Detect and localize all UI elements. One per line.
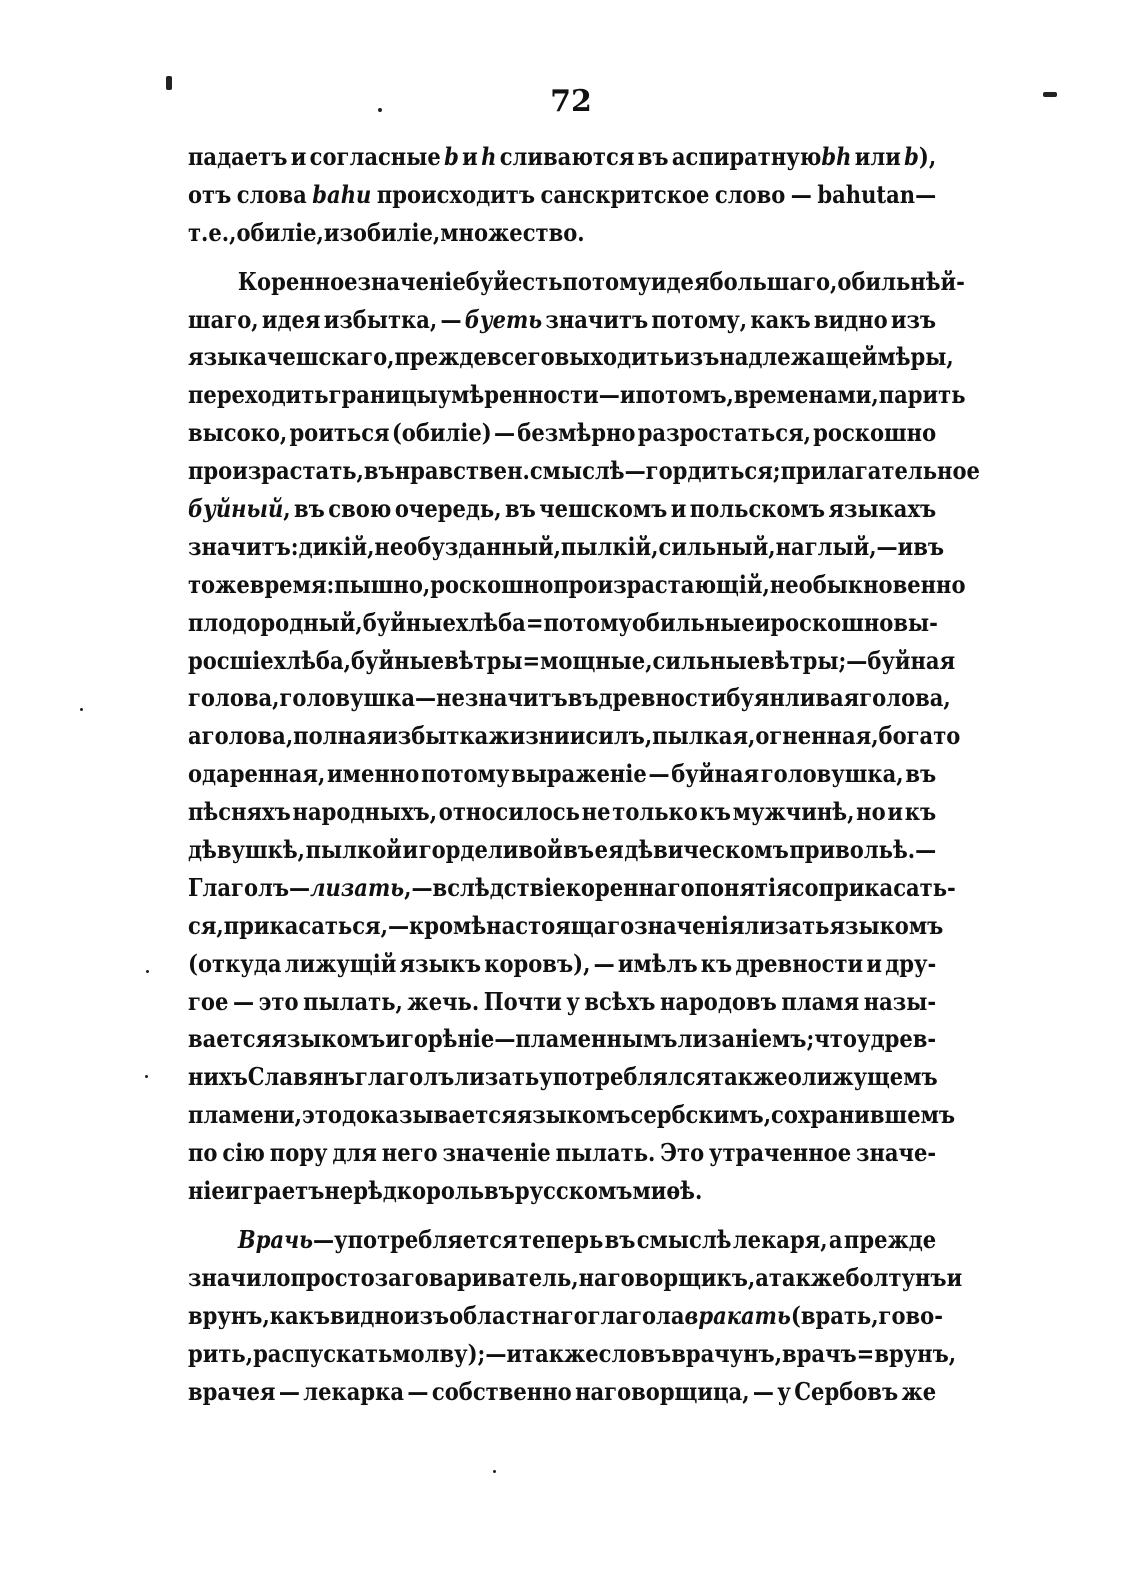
word: прежде — [394, 342, 487, 372]
word: доказывается — [341, 1100, 517, 1130]
word: значенія — [634, 910, 745, 940]
word: дикій, — [298, 531, 375, 561]
word: необузданный, — [374, 531, 561, 561]
word: вѣтры=мощные, — [444, 645, 653, 675]
word: въ — [637, 142, 669, 171]
word: имѣлъ — [617, 948, 698, 978]
word: сербскимъ, — [630, 1100, 772, 1130]
text-line — [188, 263, 965, 301]
word: потому, — [651, 304, 748, 334]
word: слова — [236, 179, 307, 209]
word: высоко, — [188, 418, 288, 448]
text-line — [188, 907, 944, 945]
word: ніе — [188, 1176, 225, 1206]
word: идея — [261, 304, 321, 334]
word: видно — [330, 1300, 404, 1330]
word: нихъ — [188, 1062, 248, 1092]
word: а — [828, 1224, 843, 1254]
text-line — [188, 1221, 936, 1259]
word: отъ — [188, 179, 232, 209]
word: и — [569, 721, 586, 751]
word: обильные — [631, 607, 755, 637]
word: падаетъ — [188, 142, 288, 171]
word: вается — [188, 1024, 272, 1054]
word: (обиліе) — [391, 418, 492, 448]
word: значитъ: — [188, 531, 299, 561]
word: тоже — [188, 569, 250, 599]
word: теперь — [518, 1224, 604, 1254]
word: не — [581, 797, 611, 827]
word: bahutan— — [817, 179, 937, 209]
word: въ — [363, 456, 395, 486]
word: настоящаго — [486, 910, 635, 940]
word: изобиліе, — [323, 217, 441, 247]
word: множество. — [440, 217, 585, 247]
word: е., — [208, 217, 237, 247]
word: него — [381, 1138, 438, 1168]
word: древ- — [870, 1024, 937, 1054]
word: согласные — [309, 142, 441, 171]
word: языкъ — [399, 948, 482, 978]
word: происходитъ — [376, 179, 536, 209]
word: росшіе — [188, 645, 274, 675]
word: (врать, — [790, 1300, 879, 1330]
word: собственно — [431, 1376, 572, 1406]
word: шаго, — [188, 304, 259, 334]
word: произрастать, — [188, 456, 364, 486]
text-line — [188, 717, 961, 755]
text-line — [188, 490, 936, 528]
word: вы- — [893, 607, 938, 637]
word: и — [385, 1024, 401, 1054]
word: Коренное — [237, 266, 358, 296]
word: рить, — [188, 1338, 254, 1368]
word: народовъ — [660, 986, 777, 1016]
word: русскомъ — [514, 1176, 633, 1206]
text-line — [188, 604, 936, 642]
text-line — [188, 679, 951, 717]
word: Это — [660, 1138, 705, 1168]
word: также — [768, 1262, 846, 1292]
word: значеніе — [357, 266, 466, 296]
text-line — [188, 376, 966, 414]
word: употреблялся — [539, 1062, 712, 1092]
word: (откуда — [188, 948, 282, 978]
word: роль — [426, 1176, 485, 1206]
word: лекарка — [303, 1376, 405, 1406]
word: парить — [878, 380, 966, 410]
word: чешскомъ — [539, 494, 668, 524]
word: а — [188, 721, 202, 751]
word: вѣтры;—буйная — [760, 645, 956, 675]
text-line — [188, 793, 936, 831]
word: именно — [327, 759, 420, 789]
word: буй — [465, 266, 509, 296]
word: болтунъ — [845, 1262, 947, 1292]
word: буеть — [464, 304, 543, 334]
word: и — [462, 142, 478, 171]
word: пылать, — [303, 986, 403, 1016]
word: ся, — [188, 910, 224, 940]
word: это — [258, 986, 299, 1016]
word: сію — [222, 1138, 265, 1168]
word: къ — [700, 948, 733, 978]
text-line — [188, 138, 936, 176]
word: пламени, — [188, 1100, 303, 1130]
word: Славянъ — [247, 1062, 355, 1092]
word: значеніе — [442, 1138, 551, 1168]
text-line — [188, 338, 954, 376]
word: значитъ — [545, 304, 649, 334]
word: миѳѣ. — [632, 1176, 703, 1206]
word: прежде — [843, 1224, 937, 1254]
word: — — [493, 418, 516, 448]
word: выраженіе — [511, 759, 647, 789]
word: мѣры, — [877, 342, 954, 372]
word: по — [188, 1138, 218, 1168]
word: головушка, — [760, 759, 904, 789]
word: сливаются — [499, 142, 635, 171]
word: всѣхъ — [584, 986, 656, 1016]
word: пламя — [781, 986, 860, 1016]
body-text — [188, 138, 980, 1410]
word: кромѣ — [409, 910, 487, 940]
word: аспиратнуюbh — [671, 142, 852, 171]
word: нерѣдко — [324, 1176, 427, 1206]
text-line — [188, 1134, 936, 1172]
word: дѣвушкѣ, — [188, 835, 306, 865]
word: врачъ=врунъ, — [782, 1338, 957, 1368]
word: — — [593, 948, 615, 978]
word: хлѣба=потому — [455, 607, 632, 637]
text-line — [188, 566, 966, 604]
word: глаголъ — [354, 1062, 455, 1092]
word: буйный, — [188, 494, 291, 524]
word: bahu — [312, 179, 372, 209]
word: т. — [188, 217, 209, 247]
word: утраченное — [709, 1138, 852, 1168]
word: избытка, — [323, 304, 438, 334]
word: распускать — [253, 1338, 393, 1368]
word: значе- — [856, 1138, 937, 1168]
word: древности — [735, 948, 864, 978]
word: относилось — [438, 797, 580, 827]
word: пору — [269, 1138, 328, 1168]
word: соприкасать- — [791, 872, 956, 902]
word: полная — [293, 721, 383, 751]
word: Глаголъ—лизать,—вслѣдствіе — [188, 872, 566, 902]
word: коровъ), — [484, 948, 591, 978]
word: прилагательное — [780, 456, 980, 486]
word: въ — [484, 1176, 515, 1206]
word: прикасаться, — [223, 910, 388, 940]
word: изъ — [890, 304, 937, 334]
word: областнаго — [449, 1300, 588, 1330]
text-line — [188, 1373, 936, 1411]
word: также — [711, 1062, 788, 1092]
word: буянливая — [726, 683, 860, 713]
word: у — [777, 1376, 791, 1406]
word: кореннаго — [565, 872, 695, 902]
word: буйные — [362, 607, 456, 637]
word: пышно, — [334, 569, 431, 599]
word: языкахъ — [828, 494, 937, 524]
word: роскошно — [770, 607, 894, 637]
text-line — [188, 452, 980, 490]
word: ея — [594, 835, 624, 865]
word: къ — [699, 797, 731, 827]
word: очередь, — [394, 494, 502, 524]
word: буйная — [671, 759, 760, 789]
word: изъ — [674, 342, 720, 372]
word: также — [522, 1338, 599, 1368]
word: гово- — [878, 1300, 943, 1330]
word: народныхъ, — [292, 797, 438, 827]
word: а — [755, 1262, 769, 1292]
word: жизни — [488, 721, 570, 751]
text-line — [188, 831, 936, 869]
word: просто — [290, 1262, 375, 1292]
word: обиліе, — [236, 217, 324, 247]
word: головушка—не — [279, 683, 465, 713]
word: только — [612, 797, 698, 827]
word: роскошно — [813, 418, 937, 448]
word: лизать — [744, 910, 830, 940]
word: въ — [567, 683, 599, 713]
word: есть — [508, 266, 563, 296]
word: — — [278, 1376, 300, 1406]
word: пылать. — [555, 1138, 656, 1168]
word: необыкновенно — [769, 569, 966, 599]
word: сохранившемъ — [771, 1100, 956, 1130]
word: роскошно — [430, 569, 554, 599]
word: санскритское — [540, 179, 710, 209]
word: Врачь—употребляется — [237, 1224, 518, 1254]
word: сильный, — [658, 531, 776, 561]
word: или — [854, 142, 901, 171]
word: Сербовъ — [794, 1376, 899, 1406]
text-line — [188, 1297, 943, 1335]
word: произрастающій, — [553, 569, 770, 599]
word: Почти — [483, 986, 562, 1016]
word: пѣсняхъ — [188, 797, 291, 827]
word: о — [787, 1062, 802, 1092]
word: силъ, — [585, 721, 653, 751]
word: и — [946, 1262, 963, 1292]
word: вракать — [684, 1300, 791, 1330]
word: умѣренности—и — [437, 380, 636, 410]
word: богато — [878, 721, 961, 751]
text-line — [188, 983, 936, 1021]
word: — — [232, 986, 255, 1016]
word: молву);—и — [392, 1338, 523, 1368]
text-line — [188, 1335, 957, 1373]
word: но — [856, 797, 886, 827]
text-line — [188, 869, 956, 907]
word: лекаря, — [732, 1224, 828, 1254]
word: смыслѣ—гордиться; — [529, 456, 781, 486]
word: время: — [249, 569, 335, 599]
word: пылкой — [305, 835, 402, 865]
word: b), — [904, 142, 937, 171]
word: словъ — [598, 1338, 672, 1368]
text-line — [188, 642, 956, 680]
word: въ — [604, 1224, 636, 1254]
word: врачея — [188, 1376, 276, 1406]
word: дру- — [885, 948, 937, 978]
word: польскомъ — [689, 494, 826, 524]
word: временами, — [733, 380, 879, 410]
text-line — [188, 1259, 963, 1297]
word: значило — [188, 1262, 291, 1292]
word: въ — [563, 835, 595, 865]
word: лижущемъ — [801, 1062, 938, 1092]
word: же — [901, 1376, 937, 1406]
word: и — [402, 835, 419, 865]
word: сильные — [652, 645, 761, 675]
page-number: 72 — [550, 84, 592, 119]
word: языкомъ — [516, 1100, 631, 1130]
word: языкомъ — [829, 910, 944, 940]
word: гое — [188, 986, 229, 1016]
word: и — [754, 607, 771, 637]
word: что — [814, 1024, 857, 1054]
word: нравствен. — [394, 456, 530, 486]
word: буйные — [350, 645, 445, 675]
word: пылкая, — [652, 721, 756, 751]
word: — — [387, 910, 410, 940]
word: какъ — [269, 1300, 331, 1330]
word: для — [332, 1138, 377, 1168]
word: дѣвическомъ — [624, 835, 789, 865]
text-line — [188, 528, 945, 566]
word: назы- — [863, 986, 937, 1016]
text-line — [188, 176, 936, 214]
word: видно — [813, 304, 888, 334]
word: границы — [328, 380, 438, 410]
word: жечь. — [407, 986, 480, 1016]
word: безмѣрно — [517, 418, 636, 448]
word: мужчинѣ, — [732, 797, 855, 827]
word: наговорщикъ, — [578, 1262, 756, 1292]
word: это — [302, 1100, 342, 1130]
word: понятія — [694, 872, 792, 902]
word: голова, — [201, 721, 294, 751]
word: въ — [905, 759, 937, 789]
word: b — [444, 142, 459, 171]
word: одаренная, — [188, 759, 326, 789]
paragraph-gap — [188, 1210, 936, 1221]
word: лизаніемъ; — [677, 1024, 815, 1054]
text-line — [188, 1020, 936, 1058]
word: и — [290, 142, 307, 171]
word: огненная, — [755, 721, 879, 751]
word: наглый,—и — [775, 531, 914, 561]
word: чешскаго, — [267, 342, 395, 372]
word: привольѣ.— — [789, 835, 937, 865]
word: — — [407, 1376, 429, 1406]
text-line — [188, 214, 936, 252]
word: врунъ, — [188, 1300, 270, 1330]
word: — — [440, 304, 462, 334]
word: потомъ, — [635, 380, 734, 410]
word: свою — [328, 494, 392, 524]
word: выходить — [554, 342, 675, 372]
word: хлѣба, — [273, 645, 351, 675]
word: — — [790, 179, 812, 209]
word: и — [670, 494, 687, 524]
word: переходить — [188, 380, 329, 410]
word: пылкій, — [560, 531, 659, 561]
word: всего — [486, 342, 555, 372]
word: языкомъ — [271, 1024, 386, 1054]
word: голова, — [859, 683, 951, 713]
word: къ — [904, 797, 937, 827]
text-line — [188, 945, 936, 983]
word: изъ — [403, 1300, 450, 1330]
word: голова, — [188, 683, 280, 713]
word: лизать — [454, 1062, 540, 1092]
text-line — [188, 1058, 936, 1096]
text-line — [188, 301, 936, 339]
word: слово — [714, 179, 786, 209]
word: потому — [420, 759, 510, 789]
word: — — [752, 1376, 774, 1406]
word: древности — [598, 683, 727, 713]
text-line — [188, 1172, 936, 1210]
word: смыслѣ — [636, 1224, 732, 1254]
word: идея — [650, 266, 710, 296]
word: и — [887, 797, 904, 827]
text-line — [188, 414, 936, 452]
word: h — [481, 142, 497, 171]
text-line — [188, 755, 936, 793]
word: роиться — [289, 418, 390, 448]
word: большаго, — [709, 266, 838, 296]
word: въ — [913, 531, 945, 561]
text-line — [188, 1096, 956, 1134]
word: потому — [562, 266, 651, 296]
word: плодородный, — [188, 607, 363, 637]
word: у — [566, 986, 580, 1016]
word: заговариватель, — [374, 1262, 579, 1292]
word: лижущій — [284, 948, 397, 978]
word: въ — [505, 494, 536, 524]
word: разростаться, — [637, 418, 811, 448]
word: обильнѣй- — [837, 266, 965, 296]
word: врачунъ, — [671, 1338, 783, 1368]
word: надлежащей — [719, 342, 878, 372]
word: языка — [188, 342, 268, 372]
word: играетъ — [224, 1176, 325, 1206]
word: въ — [294, 494, 325, 524]
word: какъ — [750, 304, 811, 334]
word: избытка — [382, 721, 489, 751]
word: — — [648, 759, 670, 789]
word: глагола — [587, 1300, 685, 1330]
word: горделивой — [418, 835, 563, 865]
word: наговорщица, — [575, 1376, 750, 1406]
word: у — [856, 1024, 871, 1054]
word: значитъ — [464, 683, 568, 713]
word: горѣніе—пламеннымъ — [400, 1024, 678, 1054]
paragraph-gap — [188, 252, 936, 263]
word: и — [866, 948, 883, 978]
